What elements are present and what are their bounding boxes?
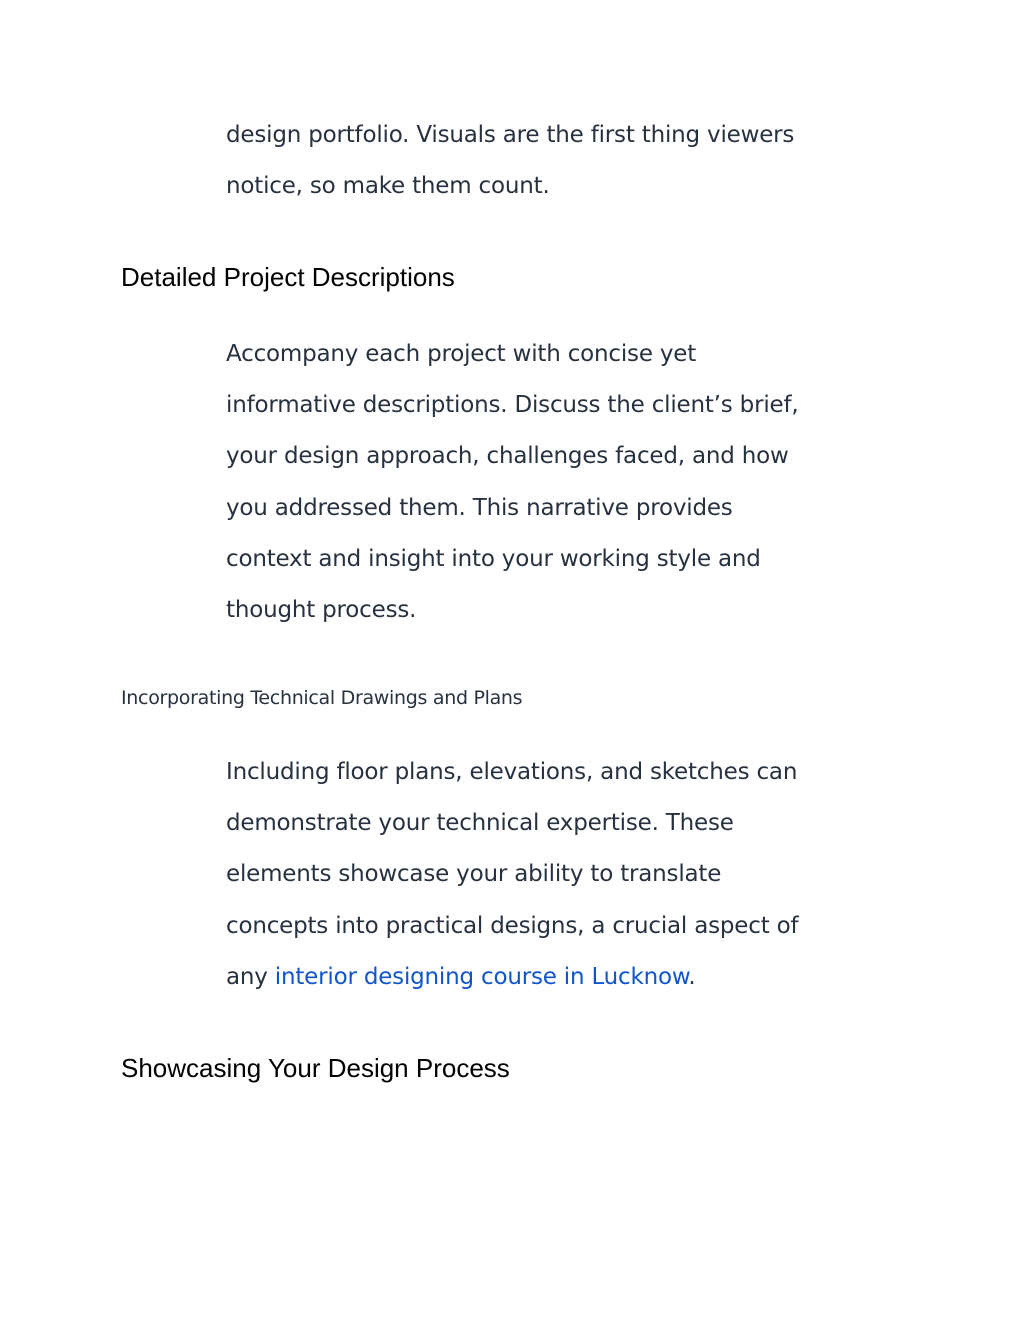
detailed-descriptions-paragraph [226, 329, 826, 636]
paragraph-line: you addressed them. This narrative provides [226, 494, 733, 521]
heading-detailed-project-descriptions: Detailed Project Descriptions [121, 262, 455, 292]
paragraph-line-with-link [226, 952, 826, 1003]
technical-drawings-paragraph [226, 747, 826, 1003]
link-prefix-text: any [226, 963, 275, 990]
paragraph-line: design portfolio. Visuals are the first thing viewers [226, 122, 795, 148]
interior-designing-course-link[interactable]: interior designing course in Lucknow [274, 963, 689, 990]
heading-showcasing-design-process: Showcasing Your Design Process [121, 1053, 510, 1083]
paragraph-line: thought process. [226, 597, 417, 624]
intro-paragraph [226, 110, 826, 212]
link-suffix-text: . [688, 963, 696, 990]
paragraph-line: your design approach, challenges faced, and how [226, 443, 789, 470]
paragraph-line: notice, so make them count. [226, 173, 550, 200]
heading-technical-drawings: Incorporating Technical Drawings and Plans [121, 687, 523, 709]
paragraph-line: Accompany each project with concise yet [226, 341, 697, 367]
paragraph-line: concepts into practical designs, a crucial aspect of [226, 912, 799, 939]
paragraph-line: informative descriptions. Discuss the client’s brief, [226, 392, 799, 419]
paragraph-line: demonstrate your technical expertise. These [226, 810, 734, 837]
paragraph-line: Including floor plans, elevations, and sketches can [226, 759, 798, 785]
paragraph-line: elements showcase your ability to translate [226, 861, 722, 888]
paragraph-line: context and insight into your working style and [226, 545, 761, 572]
